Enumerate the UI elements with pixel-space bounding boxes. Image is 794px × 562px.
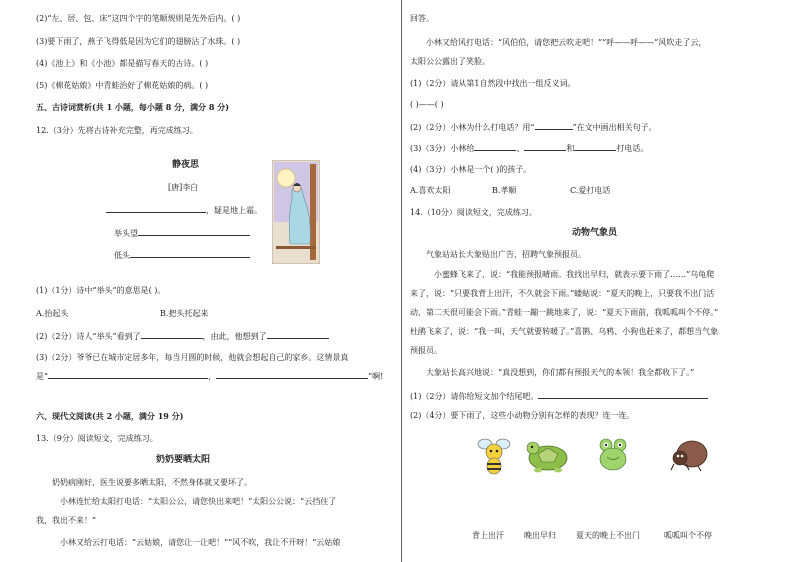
story-paragraph-1: 奶奶病刚好，医生说要多晒太阳，不然身体就又要坏了。	[52, 478, 252, 487]
column-divider	[401, 0, 402, 562]
poet-moon-illustration	[272, 160, 320, 264]
judge-q5: (5)《棉花姑娘》中青蛙治好了棉花姑娘的病。( )	[36, 81, 209, 90]
blank-call-2[interactable]	[524, 142, 566, 151]
option-a: A.喜欢太阳	[410, 186, 451, 195]
antonym-answer[interactable]: ( )——( )	[410, 100, 444, 109]
judge-q2: (2)“左、居、包、床”这四个字的笔顺规则是先外后内。( )	[36, 14, 241, 23]
question-14-2: (2)（4分）要下雨了，这些小动物分别有怎样的表现？连一连。	[410, 411, 635, 420]
blank-line-1[interactable]	[106, 204, 206, 213]
story-title: 奶奶要晒太阳	[156, 455, 211, 465]
poem-line-2: 举头望	[114, 227, 250, 239]
blank-call-3[interactable]	[574, 142, 616, 151]
question-14: 14.（10分）阅读短文，完成练习。	[410, 208, 537, 217]
right-column	[406, 0, 794, 562]
underline-symbol	[535, 121, 573, 130]
passage-title: 动物气象员	[572, 228, 618, 238]
blank-line-2[interactable]	[138, 227, 250, 236]
passage-line-3: 动，第二天很可能会下雨。”青蛙一蹦一跳地来了，说：“夏天下雨前，我呱呱叫个不停。”	[410, 308, 719, 317]
match-label-4[interactable]: 呱呱叫个不停	[664, 531, 712, 540]
story-paragraph-2: 小林连忙给太阳打电话：“太阳公公，请您快出来吧！”太阳公公说：“云挡住了	[60, 497, 337, 506]
match-label-1[interactable]: 背上出汗	[472, 531, 504, 540]
section-5-heading: 五、古诗词赏析(共 1 小题，每小题 8 分，满分 8 分)	[36, 102, 229, 112]
question-12-1: (1)（1分）诗中“举头”的意思是( )。	[36, 286, 166, 295]
judge-q4: (4)《池上》和《小池》都是描写春天的古诗。( )	[36, 59, 209, 68]
passage-conclusion: 大象站长高兴地说：“真没想到，你们都有预报天气的本领！我全都收下了。”	[426, 368, 695, 377]
blank-verse-2[interactable]	[216, 370, 368, 379]
blank-thought[interactable]	[267, 330, 329, 339]
poem-author: [唐]李白	[168, 183, 199, 192]
blank-seen[interactable]	[141, 330, 203, 339]
question-12: 12.（3分）先将古诗补充完整，再完成练习。	[36, 126, 198, 135]
passage-line-2: 来了，说：“只要我背上出汗，不久就会下雨。”蝼蛄说：“夏天的晚上，只要我不出门活	[410, 289, 715, 298]
blank-call-1[interactable]	[474, 142, 516, 151]
option-a: A.抬起头	[36, 309, 69, 318]
question-13-1: (1)（2分）请从第1自然段中找出一组反义词。	[410, 79, 576, 88]
blank-line-3[interactable]	[130, 249, 250, 258]
frog-icon	[596, 437, 630, 473]
mole-cricket-icon	[670, 436, 710, 472]
blank-ending[interactable]	[538, 390, 708, 399]
poem-line-1: ，疑是地上霜。	[106, 204, 262, 216]
question-13-2: (2)（2分）小林为什么打电话？用“ ”在文中画出相关句子。	[410, 123, 657, 132]
section-6-heading: 六、现代文阅读(共 2 小题，满分 19 分)	[36, 411, 184, 421]
question-14-1: (1)（2分）请你给短文加个结尾吧。	[410, 390, 708, 402]
question-12-2: (2)（2分）诗人“举头”看到了 ，由此，他想到了	[36, 330, 329, 342]
story-paragraph-3: 小林又给云打电话：“云姑娘，请您让一让吧！”“风不吹，我让不开呀！”云姑娘	[60, 538, 341, 547]
question-12-3-answer: 是“ ， ”啊!	[36, 372, 384, 381]
blank-verse-1[interactable]	[48, 370, 208, 379]
story-paragraph-2-cont: 我，我出不来！”	[36, 516, 97, 525]
bee-icon	[476, 434, 512, 476]
poem-line-3: 低头	[114, 249, 250, 261]
poem-title: 静夜思	[172, 160, 200, 170]
question-13: 13.（9分）阅读短文，完成练习。	[36, 434, 158, 443]
story-paragraph-4: 小林又给风打电话：“风伯伯，请您把云吹走吧！”“呼——呼——”风吹走了云，	[426, 38, 707, 47]
option-b: B.孝顺	[492, 186, 517, 195]
question-12-3: (3)（2分）爷爷已在城市定居多年，每当月圆的时候，他就会想起自己的家乡。这情景真	[36, 353, 349, 362]
turtle-icon	[524, 436, 572, 474]
passage-sentence-1: 气象站站长大象贴出广告，招聘气象预报员。	[426, 250, 586, 259]
question-13-3: (3)（3分）小林给 、 和 打电话。	[410, 144, 649, 153]
match-label-3[interactable]: 夏天的晚上不出门	[576, 531, 640, 540]
passage-line-1: 小蜜蜂飞来了，说：“我能预报晴雨。我找出早归，就表示要下雨了……”乌龟爬	[434, 270, 715, 279]
passage-line-5: 预报员。	[410, 346, 442, 355]
option-b: B.把头托起来	[160, 309, 209, 318]
match-label-2[interactable]: 晚出早归	[524, 531, 556, 540]
passage-line-4: 杜鹃飞来了，说：“我一叫，天气就要转暖了。”喜鹊、乌鸦、小狗也赶来了，都想当气象	[410, 327, 719, 336]
option-c: C.爱打电话	[570, 186, 611, 195]
story-continuation: 回答。	[410, 14, 434, 23]
judge-q3: (3)要下雨了，燕子飞得低是因为它们的翅膀沾了水珠。( )	[36, 37, 241, 46]
story-paragraph-4-cont: 太阳公公露出了笑脸。	[410, 57, 490, 66]
question-13-4: (4)（3分）小林是一个( )的孩子。	[410, 165, 532, 174]
